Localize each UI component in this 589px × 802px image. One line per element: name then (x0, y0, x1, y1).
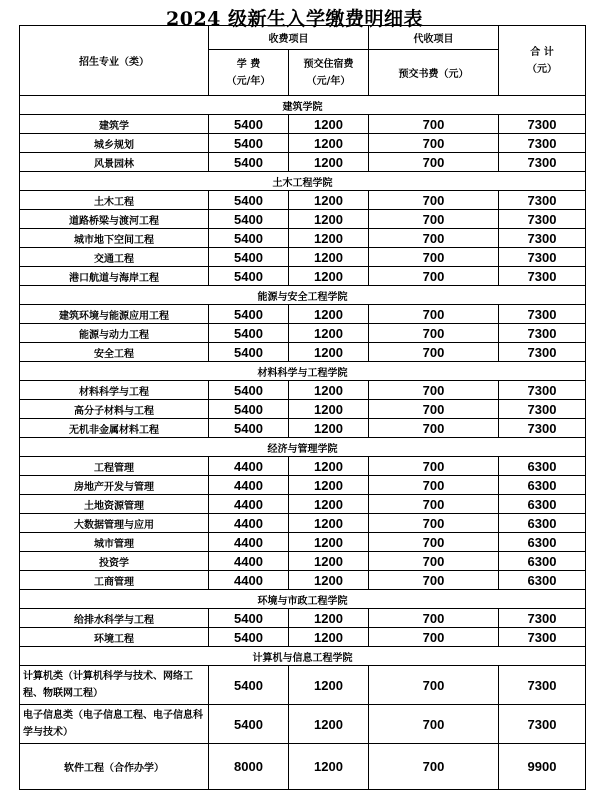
table-row (20, 571, 586, 590)
header-books: 预交书费（元） (369, 50, 499, 96)
book-fee-cell: 700 (369, 476, 499, 495)
college-name: 环境与市政工程学院 (20, 590, 586, 609)
major-cell: 软件工程（合作办学） (20, 744, 209, 790)
dorm-fee-cell: 1200 (289, 210, 369, 229)
table-row (20, 744, 586, 790)
total-cell: 7300 (499, 400, 586, 419)
header-tuition-unit: （元/年） (226, 75, 271, 87)
table-row (20, 552, 586, 571)
tuition-cell: 4400 (209, 552, 289, 571)
college-name: 经济与管理学院 (20, 438, 586, 457)
header-charge-group: 收费项目 (209, 26, 369, 50)
dorm-fee-cell: 1200 (289, 571, 369, 590)
header-tuition (209, 50, 289, 96)
dorm-fee-cell: 1200 (289, 324, 369, 343)
book-fee-cell: 700 (369, 744, 499, 790)
tuition-cell: 5400 (209, 666, 289, 705)
book-fee-cell: 700 (369, 229, 499, 248)
table-row (20, 115, 586, 134)
total-cell: 6300 (499, 552, 586, 571)
table-row (20, 191, 586, 210)
dorm-fee-cell: 1200 (289, 533, 369, 552)
total-cell: 7300 (499, 609, 586, 628)
major-cell: 计算机类（计算机科学与技术、网络工程、物联网工程） (20, 666, 209, 705)
table-row (20, 514, 586, 533)
major-cell: 工商管理 (20, 571, 209, 590)
tuition-cell: 5400 (209, 343, 289, 362)
book-fee-cell: 700 (369, 343, 499, 362)
total-cell: 6300 (499, 495, 586, 514)
major-cell: 房地产开发与管理 (20, 476, 209, 495)
total-cell: 7300 (499, 134, 586, 153)
book-fee-cell: 700 (369, 381, 499, 400)
major-cell: 港口航道与海岸工程 (20, 267, 209, 286)
major-cell: 大数据管理与应用 (20, 514, 209, 533)
total-cell: 7300 (499, 191, 586, 210)
dorm-fee-cell: 1200 (289, 153, 369, 172)
dorm-fee-cell: 1200 (289, 705, 369, 744)
major-cell: 城市地下空间工程 (20, 229, 209, 248)
tuition-cell: 5400 (209, 628, 289, 647)
major-cell: 高分子材料与工程 (20, 400, 209, 419)
dorm-fee-cell: 1200 (289, 267, 369, 286)
tuition-cell: 4400 (209, 533, 289, 552)
major-cell: 工程管理 (20, 457, 209, 476)
tuition-cell: 5400 (209, 419, 289, 438)
table-row (20, 533, 586, 552)
book-fee-cell: 700 (369, 115, 499, 134)
tuition-cell: 5400 (209, 324, 289, 343)
dorm-fee-cell: 1200 (289, 305, 369, 324)
dorm-fee-cell: 1200 (289, 115, 369, 134)
book-fee-cell: 700 (369, 533, 499, 552)
total-cell: 6300 (499, 571, 586, 590)
college-name: 能源与安全工程学院 (20, 286, 586, 305)
total-cell: 7300 (499, 419, 586, 438)
major-cell: 建筑环境与能源应用工程 (20, 305, 209, 324)
book-fee-cell: 700 (369, 305, 499, 324)
total-cell: 7300 (499, 705, 586, 744)
book-fee-cell: 700 (369, 191, 499, 210)
book-fee-cell: 700 (369, 457, 499, 476)
dorm-fee-cell: 1200 (289, 628, 369, 647)
tuition-cell: 4400 (209, 514, 289, 533)
total-cell: 7300 (499, 628, 586, 647)
table-row (20, 305, 586, 324)
tuition-cell: 5400 (209, 609, 289, 628)
tuition-cell: 5400 (209, 153, 289, 172)
major-cell: 土木工程 (20, 191, 209, 210)
major-cell: 建筑学 (20, 115, 209, 134)
major-cell: 投资学 (20, 552, 209, 571)
table-row (20, 495, 586, 514)
dorm-fee-cell: 1200 (289, 666, 369, 705)
major-cell: 无机非金属材料工程 (20, 419, 209, 438)
book-fee-cell: 700 (369, 419, 499, 438)
college-row (20, 96, 586, 115)
dorm-fee-cell: 1200 (289, 457, 369, 476)
book-fee-cell: 700 (369, 134, 499, 153)
total-cell: 7300 (499, 248, 586, 267)
dorm-fee-cell: 1200 (289, 381, 369, 400)
tuition-cell: 5400 (209, 400, 289, 419)
table-row (20, 705, 586, 744)
major-cell: 材料科学与工程 (20, 381, 209, 400)
dorm-fee-cell: 1200 (289, 229, 369, 248)
header-total (499, 26, 586, 96)
college-row (20, 590, 586, 609)
total-cell: 7300 (499, 666, 586, 705)
total-cell: 7300 (499, 115, 586, 134)
tuition-cell: 8000 (209, 744, 289, 790)
total-cell: 7300 (499, 210, 586, 229)
tuition-cell: 4400 (209, 495, 289, 514)
dorm-fee-cell: 1200 (289, 419, 369, 438)
dorm-fee-cell: 1200 (289, 476, 369, 495)
fee-table (19, 25, 586, 790)
major-cell: 道路桥梁与渡河工程 (20, 210, 209, 229)
major-cell: 电子信息类（电子信息工程、电子信息科学与技术） (20, 705, 209, 744)
dorm-fee-cell: 1200 (289, 495, 369, 514)
header-collect-group: 代收项目 (369, 26, 499, 50)
college-row (20, 647, 586, 666)
major-cell: 安全工程 (20, 343, 209, 362)
book-fee-cell: 700 (369, 267, 499, 286)
table-row (20, 400, 586, 419)
college-name: 建筑学院 (20, 96, 586, 115)
major-cell: 风景园林 (20, 153, 209, 172)
dorm-fee-cell: 1200 (289, 343, 369, 362)
dorm-fee-cell: 1200 (289, 400, 369, 419)
book-fee-cell: 700 (369, 400, 499, 419)
header-dorm-label: 预交住宿费 (303, 58, 354, 70)
major-cell: 城市管理 (20, 533, 209, 552)
major-cell: 能源与动力工程 (20, 324, 209, 343)
tuition-cell: 5400 (209, 229, 289, 248)
dorm-fee-cell: 1200 (289, 514, 369, 533)
table-row (20, 628, 586, 647)
table-row (20, 267, 586, 286)
tuition-cell: 5400 (209, 381, 289, 400)
book-fee-cell: 700 (369, 248, 499, 267)
college-row (20, 172, 586, 191)
header-total-unit: （元） (527, 63, 557, 75)
header-tuition-label: 学 费 (236, 58, 261, 70)
tuition-cell: 5400 (209, 305, 289, 324)
book-fee-cell: 700 (369, 666, 499, 705)
tuition-cell: 5400 (209, 248, 289, 267)
major-cell: 土地资源管理 (20, 495, 209, 514)
book-fee-cell: 700 (369, 495, 499, 514)
table-row (20, 666, 586, 705)
total-cell: 7300 (499, 229, 586, 248)
college-name: 计算机与信息工程学院 (20, 647, 586, 666)
dorm-fee-cell: 1200 (289, 744, 369, 790)
header-major: 招生专业（类） (20, 26, 209, 96)
college-row (20, 286, 586, 305)
total-cell: 7300 (499, 324, 586, 343)
table-row (20, 153, 586, 172)
dorm-fee-cell: 1200 (289, 609, 369, 628)
table-row (20, 381, 586, 400)
header-total-label: 合 计 (530, 46, 554, 58)
total-cell: 6300 (499, 533, 586, 552)
fee-table-body (20, 96, 586, 790)
tuition-cell: 5400 (209, 115, 289, 134)
table-row (20, 229, 586, 248)
table-row (20, 419, 586, 438)
table-row (20, 134, 586, 153)
book-fee-cell: 700 (369, 609, 499, 628)
dorm-fee-cell: 1200 (289, 191, 369, 210)
table-row (20, 343, 586, 362)
college-row (20, 438, 586, 457)
book-fee-cell: 700 (369, 514, 499, 533)
college-name: 材料科学与工程学院 (20, 362, 586, 381)
total-cell: 6300 (499, 514, 586, 533)
total-cell: 7300 (499, 343, 586, 362)
table-row (20, 476, 586, 495)
total-cell: 6300 (499, 457, 586, 476)
total-cell: 7300 (499, 381, 586, 400)
tuition-cell: 5400 (209, 267, 289, 286)
header-dorm (289, 50, 369, 96)
book-fee-cell: 700 (369, 552, 499, 571)
table-row (20, 210, 586, 229)
college-name: 土木工程学院 (20, 172, 586, 191)
book-fee-cell: 700 (369, 324, 499, 343)
book-fee-cell: 700 (369, 571, 499, 590)
tuition-cell: 4400 (209, 457, 289, 476)
major-cell: 交通工程 (20, 248, 209, 267)
book-fee-cell: 700 (369, 705, 499, 744)
book-fee-cell: 700 (369, 210, 499, 229)
major-cell: 环境工程 (20, 628, 209, 647)
table-row (20, 248, 586, 267)
tuition-cell: 5400 (209, 705, 289, 744)
tuition-cell: 5400 (209, 210, 289, 229)
dorm-fee-cell: 1200 (289, 248, 369, 267)
table-row (20, 324, 586, 343)
total-cell: 7300 (499, 305, 586, 324)
table-row (20, 609, 586, 628)
major-cell: 城乡规划 (20, 134, 209, 153)
college-row (20, 362, 586, 381)
tuition-cell: 4400 (209, 476, 289, 495)
book-fee-cell: 700 (369, 628, 499, 647)
header-dorm-unit: （元/年） (306, 75, 351, 87)
total-cell: 7300 (499, 153, 586, 172)
major-cell: 给排水科学与工程 (20, 609, 209, 628)
dorm-fee-cell: 1200 (289, 552, 369, 571)
tuition-cell: 5400 (209, 134, 289, 153)
dorm-fee-cell: 1200 (289, 134, 369, 153)
page-title: 2024 级新生入学缴费明细表 (166, 8, 423, 30)
total-cell: 9900 (499, 744, 586, 790)
tuition-cell: 5400 (209, 191, 289, 210)
table-row (20, 457, 586, 476)
total-cell: 6300 (499, 476, 586, 495)
total-cell: 7300 (499, 267, 586, 286)
book-fee-cell: 700 (369, 153, 499, 172)
tuition-cell: 4400 (209, 571, 289, 590)
